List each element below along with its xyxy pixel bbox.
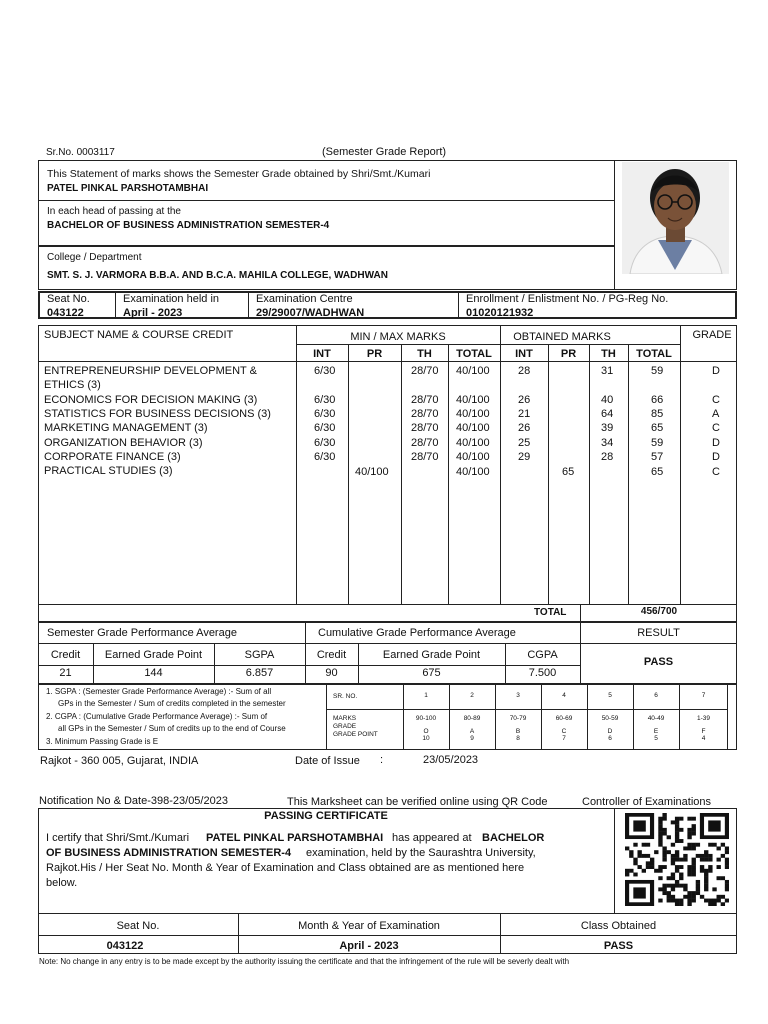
credit-value: 21 — [59, 667, 72, 679]
col-obt-pr: PR — [560, 348, 577, 360]
scale-grade: B — [515, 728, 521, 735]
issue-label: Date of Issue — [295, 755, 360, 767]
earned-gp-value: 144 — [144, 667, 163, 679]
obt-th: 34 — [601, 437, 614, 449]
passing-intro: In each head of passing at the — [47, 206, 181, 217]
min-int: 6/30 — [314, 365, 336, 377]
scale-grade: A — [469, 728, 475, 735]
cert-seat-label: Seat No. — [116, 920, 160, 932]
note-sgpa-1: 1. SGPA : (Semester Grade Performance Average) :- Sum of all — [46, 687, 272, 696]
cum-earned-gp-label: Earned Grade Point — [382, 649, 481, 661]
grade: C — [712, 422, 720, 434]
obt-pr: 65 — [562, 466, 575, 478]
min-th: 28/70 — [411, 394, 439, 406]
col-th: TH — [417, 348, 432, 360]
scale-marks: 60-69 — [555, 715, 573, 722]
scale-gp-label: GRADE POINT — [333, 731, 378, 738]
student-name: PATEL PINKAL PARSHOTAMBHAI — [47, 183, 209, 194]
subject-name-cont: ETHICS (3) — [44, 379, 101, 391]
min-int: 6/30 — [314, 422, 336, 434]
scale-grade: F — [701, 728, 706, 735]
scale-sr: 3 — [516, 692, 520, 699]
obt-th: 39 — [601, 422, 614, 434]
result-value: PASS — [643, 656, 674, 668]
grade: A — [712, 408, 720, 420]
cert-seat-value: 043122 — [106, 940, 144, 952]
grade: D — [712, 451, 720, 463]
cert-month-value: April - 2023 — [339, 940, 399, 952]
result-header: RESULT — [637, 627, 680, 639]
grade-header: GRADE — [692, 329, 732, 341]
scale-point: 8 — [516, 735, 520, 742]
cgpa-value: 7.500 — [528, 667, 557, 679]
footer-note: Note: No change in any entry is to be made except by the authority issuing the certificate and that the infringement of the rule will be severly dealt with — [39, 957, 570, 966]
enrollment-label: Enrollment / Enlistment No. / PG-Reg No. — [466, 293, 669, 305]
seat-value: 043122 — [47, 307, 84, 319]
min-total: 40/100 — [456, 451, 490, 463]
min-th: 28/70 — [411, 408, 439, 420]
cum-credit-value: 90 — [325, 667, 338, 679]
subject-name: CORPORATE FINANCE (3) — [44, 451, 181, 463]
col-int: INT — [313, 348, 331, 360]
cum-credit-label: Credit — [316, 649, 347, 661]
report-title: (Semester Grade Report) — [322, 146, 447, 158]
course-name: BACHELOR OF BUSINESS ADMINISTRATION SEMESTER-4 — [47, 220, 330, 231]
col-total: TOTAL — [456, 348, 492, 360]
subject-name: STATISTICS FOR BUSINESS DECISIONS (3) — [44, 408, 271, 420]
subject-name: PRACTICAL STUDIES (3) — [44, 465, 173, 477]
min-th: 28/70 — [411, 437, 439, 449]
obt-th: 64 — [601, 408, 614, 420]
cert-line1-c: has appeared at — [392, 832, 472, 844]
scale-sr: 6 — [654, 692, 658, 699]
note-cgpa-2: all GPs in the Semester / Sum of credits up to the end of Course — [58, 724, 286, 733]
cert-line1-d: BACHELOR — [482, 832, 545, 844]
scale-marks: 50-59 — [601, 715, 619, 722]
min-total: 40/100 — [456, 422, 490, 434]
min-th: 28/70 — [411, 422, 439, 434]
min-int: 6/30 — [314, 437, 336, 449]
subject-name: ORGANIZATION BEHAVIOR (3) — [44, 437, 203, 449]
cert-line1-a: I certify that Shri/Smt./Kumari — [46, 832, 190, 844]
cgpa-label: CGPA — [527, 649, 558, 661]
obt-total: 65 — [651, 422, 664, 434]
min-pr: 40/100 — [355, 466, 389, 478]
cum-earned-gp-value: 675 — [422, 667, 441, 679]
subject-name: ENTREPRENEURSHIP DEVELOPMENT & — [44, 365, 257, 377]
obt-total: 59 — [651, 437, 664, 449]
scale-point: 9 — [470, 735, 474, 742]
obt-int: 26 — [518, 422, 531, 434]
cert-line4: below. — [46, 877, 78, 889]
exam-centre-label: Examination Centre — [256, 293, 353, 305]
scale-sr: 7 — [701, 692, 706, 699]
obt-int: 28 — [518, 365, 531, 377]
scale-grade: C — [561, 728, 567, 735]
min-total: 40/100 — [456, 394, 490, 406]
obt-int: 25 — [518, 437, 531, 449]
total-value: 456/700 — [640, 606, 678, 617]
notification: Notification No & Date-398-23/05/2023 — [39, 795, 228, 807]
subject-name: ECONOMICS FOR DECISION MAKING (3) — [44, 394, 258, 406]
grade: D — [712, 365, 720, 377]
scale-grade: E — [653, 728, 659, 735]
place: Rajkot - 360 005, Gujarat, INDIA — [40, 755, 199, 767]
scale-sr-label: SR. NO. — [333, 693, 358, 700]
min-total: 40/100 — [456, 437, 490, 449]
grade: D — [712, 437, 720, 449]
cgpa-header: Cumulative Grade Performance Average — [318, 627, 516, 639]
issue-colon: : — [380, 754, 384, 766]
serial-number: Sr.No. 0003117 — [46, 147, 115, 158]
scale-point: 6 — [608, 735, 612, 742]
scale-point: 7 — [562, 735, 566, 742]
note-sgpa-2: GPs in the Semester / Sum of credits completed in the semester — [58, 699, 286, 708]
student-photo — [622, 162, 729, 274]
scale-marks: 80-89 — [463, 715, 481, 722]
min-int: 6/30 — [314, 394, 336, 406]
col-pr: PR — [366, 348, 383, 360]
sgpa-value: 6.857 — [245, 667, 274, 679]
verify-note: This Marksheet can be verified online using QR Code — [287, 796, 548, 808]
scale-marks: 40-49 — [647, 715, 665, 722]
obt-int: 26 — [518, 394, 531, 406]
earned-gp-label: Earned Grade Point — [104, 649, 203, 661]
obt-total: 57 — [651, 451, 664, 463]
exam-held-label: Examination held in — [123, 293, 220, 305]
cert-class-value: PASS — [603, 940, 634, 952]
note-min-grade: 3. Minimum Passing Grade is E — [46, 737, 159, 746]
grade: C — [712, 466, 720, 478]
scale-sr: 1 — [424, 692, 428, 699]
minmax-header: MIN / MAX MARKS — [350, 331, 446, 343]
col-obt-th: TH — [601, 348, 616, 360]
obt-th: 40 — [601, 394, 614, 406]
obt-int: 21 — [518, 408, 531, 420]
scale-grade: O — [423, 728, 429, 735]
sgpa-label: SGPA — [244, 649, 275, 661]
note-cgpa-1: 2. CGPA : (Cumulative Grade Performance Average) :- Sum of — [46, 712, 268, 721]
cert-course: OF BUSINESS ADMINISTRATION SEMESTER-4 — [46, 847, 292, 859]
subject-name: MARKETING MANAGEMENT (3) — [44, 422, 208, 434]
col-obt-total: TOTAL — [636, 348, 672, 360]
scale-marks: 90-100 — [415, 715, 437, 722]
obt-total: 59 — [651, 365, 664, 377]
cert-month-label: Month & Year of Examination — [298, 920, 440, 932]
exam-held-value: April - 2023 — [123, 307, 183, 319]
scale-sr: 5 — [608, 692, 612, 699]
obt-th: 31 — [601, 365, 614, 377]
scale-point: 10 — [422, 735, 430, 742]
obt-th: 28 — [601, 451, 614, 463]
sgpa-header: Semester Grade Performance Average — [47, 627, 237, 639]
cert-line2-b: examination, held by the Saurashtra University, — [306, 847, 536, 859]
statement-intro: This Statement of marks shows the Semester Grade obtained by Shri/Smt./Kumari — [47, 168, 431, 180]
total-label: TOTAL — [534, 607, 567, 618]
min-total: 40/100 — [456, 408, 490, 420]
scale-point: 4 — [701, 735, 706, 742]
min-total: 40/100 — [456, 365, 490, 377]
college-label: College / Department — [47, 252, 142, 263]
grade: C — [712, 394, 720, 406]
obt-total: 66 — [651, 394, 664, 406]
obtained-header: OBTAINED MARKS — [513, 331, 611, 343]
scale-grade-label: GRADE — [333, 723, 357, 730]
scale-grade: D — [607, 728, 613, 735]
exam-centre-value: 29/29007/WADHWAN — [256, 307, 365, 319]
credit-label: Credit — [50, 649, 81, 661]
cert-student-name: PATEL PINKAL PARSHOTAMBHAI — [206, 832, 384, 844]
scale-sr: 4 — [562, 692, 566, 699]
scale-sr: 2 — [470, 692, 474, 699]
enrollment-value: 01020121932 — [466, 307, 534, 319]
cert-line3: Rajkot.His / Her Seat No. Month & Year of Examination and Class obtained are as mentioned here — [46, 862, 525, 874]
col-obt-int: INT — [515, 348, 533, 360]
min-int: 6/30 — [314, 451, 336, 463]
cert-class-label: Class Obtained — [580, 920, 657, 932]
subject-header: SUBJECT NAME & COURSE CREDIT — [44, 329, 234, 341]
scale-point: 5 — [654, 735, 658, 742]
min-th: 28/70 — [411, 365, 439, 377]
scale-marks: 70-79 — [509, 715, 527, 722]
obt-total: 85 — [651, 408, 664, 420]
min-int: 6/30 — [314, 408, 336, 420]
certificate-title: PASSING CERTIFICATE — [264, 810, 388, 822]
issue-date: 23/05/2023 — [423, 754, 479, 766]
min-total: 40/100 — [456, 466, 490, 478]
college-name: SMT. S. J. VARMORA B.B.A. AND B.C.A. MAHILA COLLEGE, WADHWAN — [47, 270, 388, 281]
seat-label: Seat No. — [47, 293, 90, 305]
qr-code-icon — [625, 813, 729, 906]
min-th: 28/70 — [411, 451, 439, 463]
scale-marks-label: MARKS — [333, 715, 357, 722]
obt-int: 29 — [518, 451, 531, 463]
scale-marks: 1-39 — [696, 715, 710, 722]
controller: Controller of Examinations — [582, 796, 712, 808]
obt-total: 65 — [651, 466, 664, 478]
